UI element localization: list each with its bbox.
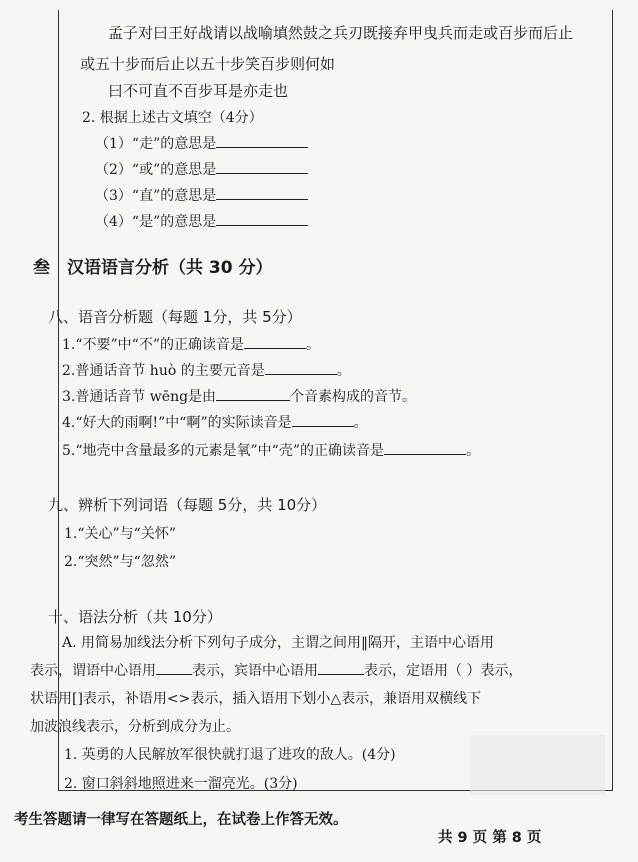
part8-item-5: 5.“地壳中含量最多的元素是氧”中“壳”的正确读音是 。 [62, 443, 480, 459]
part9-item-1: 1.“关心”与“关怀” [64, 526, 176, 542]
part-10-title: 十、语法分析（共 10分） [48, 608, 222, 626]
q2-item-1: （1）“走”的意思是 [95, 133, 308, 153]
q2-item-4: （4）“是”的意思是 [95, 211, 308, 231]
part10-item-1: 1. 英勇的人民解放军很快就打退了进攻的敌人。(4分) [64, 747, 396, 763]
answer-blank[interactable] [265, 362, 337, 375]
answer-blank[interactable] [216, 187, 308, 200]
answer-blank[interactable] [216, 161, 308, 174]
question-2-title: 2. 根据上述古文填空（4分） [82, 110, 263, 126]
answer-blank[interactable] [216, 135, 308, 148]
part10-para-line-1: A. 用简易加线法分析下列句子成分，主谓之间用‖隔开，主语中心语用 [62, 635, 495, 651]
part8-item-1: 1.“不要”中“不”的正确读音是 。 [62, 337, 320, 353]
section-3-title: 叁 汉语语言分析（共 30 分） [33, 258, 273, 278]
q2-item-3: （3）“直”的意思是 [95, 185, 308, 205]
answer-blank[interactable] [216, 388, 290, 401]
part8-item-4: 4.“好大的雨啊!”中“啊”的实际读音是 。 [62, 415, 368, 431]
answer-blank[interactable] [318, 662, 364, 675]
part9-item-2: 2.“突然”与“忽然” [64, 554, 176, 570]
answer-blank[interactable] [156, 662, 192, 675]
part10-para-line-2: 表示，谓语中心语用 表示，宾语中心语用 表示，定语用（ ）表示， [30, 663, 523, 679]
passage-line-1: 孟子对曰王好战请以战喻填然鼓之兵刃既接弃甲曳兵而走或百步而后止 [108, 24, 574, 42]
part8-item-2: 2.普通话音节 huò 的主要元音是 。 [62, 363, 351, 379]
part10-para-line-3: 状语用[]表示，补语用<>表示，插入语用下划小△表示，兼语用双横线下 [30, 691, 482, 707]
answer-blank[interactable] [384, 442, 466, 455]
page-number: 共 9 页 第 8 页 [438, 830, 542, 846]
answer-blank[interactable] [292, 414, 354, 427]
part10-para-line-4: 加波浪线表示，分析到成分为止。 [30, 719, 240, 735]
part-9-title: 九、辨析下列词语（每题 5分，共 10分） [48, 496, 327, 514]
part-8-title: 八、语音分析题（每题 1分，共 5分） [48, 308, 302, 326]
scan-smudge [470, 735, 605, 795]
passage-line-3: 曰不可直不百步耳是亦走也 [108, 82, 289, 100]
answer-blank[interactable] [216, 213, 308, 226]
part8-item-3: 3.普通话音节 wēng是由 个音素构成的音节。 [62, 389, 417, 405]
answer-blank[interactable] [244, 336, 306, 349]
passage-line-2: 或五十步而后止以五十步笑百步则何如 [80, 55, 336, 73]
part10-item-2: 2. 窗口斜斜地照进来一溜亮光。(3分) [64, 776, 298, 792]
q2-item-2: （2）“或”的意思是 [95, 159, 308, 179]
exam-instruction-note: 考生答题请一律写在答题纸上，在试卷上作答无效。 [14, 812, 348, 828]
